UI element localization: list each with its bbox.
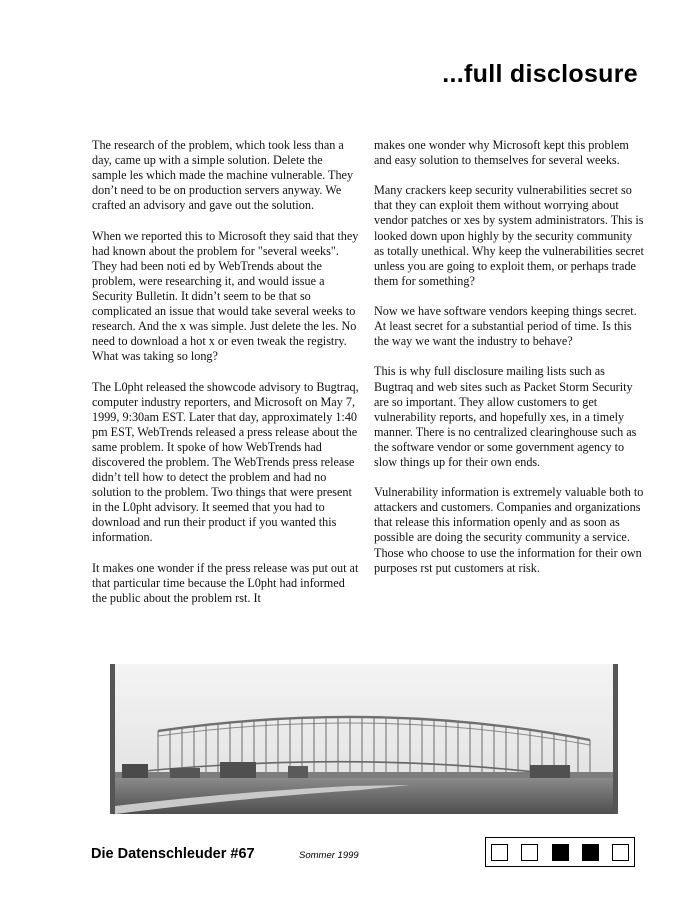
paragraph: Many crackers keep security vulnerabilities secret so that they can exploit them without worrying about vendor patches or xes by system administrators. This is looked down upon highly by the security community as totally unethical. Why keep the vulnerabilities secret unless you are going to exploit them, or perhaps trade them for something? — [374, 183, 644, 288]
article-column-right — [374, 138, 644, 591]
page-title: ...full disclosure — [442, 60, 638, 88]
paragraph: When we reported this to Microsoft they said that they had known about the problem for "several weeks". They had been noti ed by WebTrends about the problem, were researching it, and would issue a Security Bulletin. It didn’t seem to be that so complicated an issue that would take several weeks to research. And the x was simple. Just delete the les. No need to download a hot x or even tweak the registry. What was taking so long? — [92, 228, 359, 364]
paragraph: Vulnerability information is extremely valuable both to attackers and customers. Companies and organizations that release this information openly and as soon as possible are doing the security community a service. Those who choose to use the information for their own purposes rst put customers at risk. — [374, 485, 644, 575]
article-column-left — [92, 138, 360, 621]
publication-title: Die Datenschleuder #67 — [91, 846, 255, 862]
marker-box — [521, 844, 538, 861]
marker-box — [491, 844, 508, 861]
paragraph: It makes one wonder if the press release was put out at that particular time because the L0pht had informed the public about the problem rst. It — [92, 560, 359, 605]
paragraph: Now we have software vendors keeping things secret. At least secret for a substantial period of time. Is this the way we want the industry to behave? — [374, 304, 637, 349]
page-marker-boxes — [485, 837, 635, 867]
paragraph: The research of the problem, which took less than a day, came up with a simple solution. Delete the sample les which made the machine vulnerable. They don’t need to be on production servers anyway. We crafted an advisory and gave out the solution. — [92, 138, 354, 213]
gasometer-photo — [110, 664, 618, 814]
marker-box — [612, 844, 629, 861]
paragraph: This is why full disclosure mailing lists such as Bugtraq and web sites such as Packet Storm Security are so important. They allow customers to get vulnerability reports, and hopefully xes, in a timely manner. There is no centralized clearinghouse such as the software vendor or some government agency to slow things up for their own ends. — [374, 364, 637, 469]
paragraph: The L0pht released the showcode advisory to Bugtraq, computer industry reporters, and Microsoft on May 7, 1999, 9:30am EST. Later that day, approximately 1:40 pm EST, WebTrends released a press release about the same problem. It spoke of how WebTrends had discovered the problem. The WebTrends press release didn’t tell how to detect the problem and had no solution to the problem. Two things that were present in the L0pht advisory. It seemed that you had to download and run their product if you wanted this information. — [92, 379, 359, 545]
paragraph: makes one wonder why Microsoft kept this problem and easy solution to themselves for several weeks. — [374, 138, 629, 168]
marker-box — [582, 844, 599, 861]
marker-box — [552, 844, 569, 861]
issue-date: Sommer 1999 — [299, 850, 359, 861]
